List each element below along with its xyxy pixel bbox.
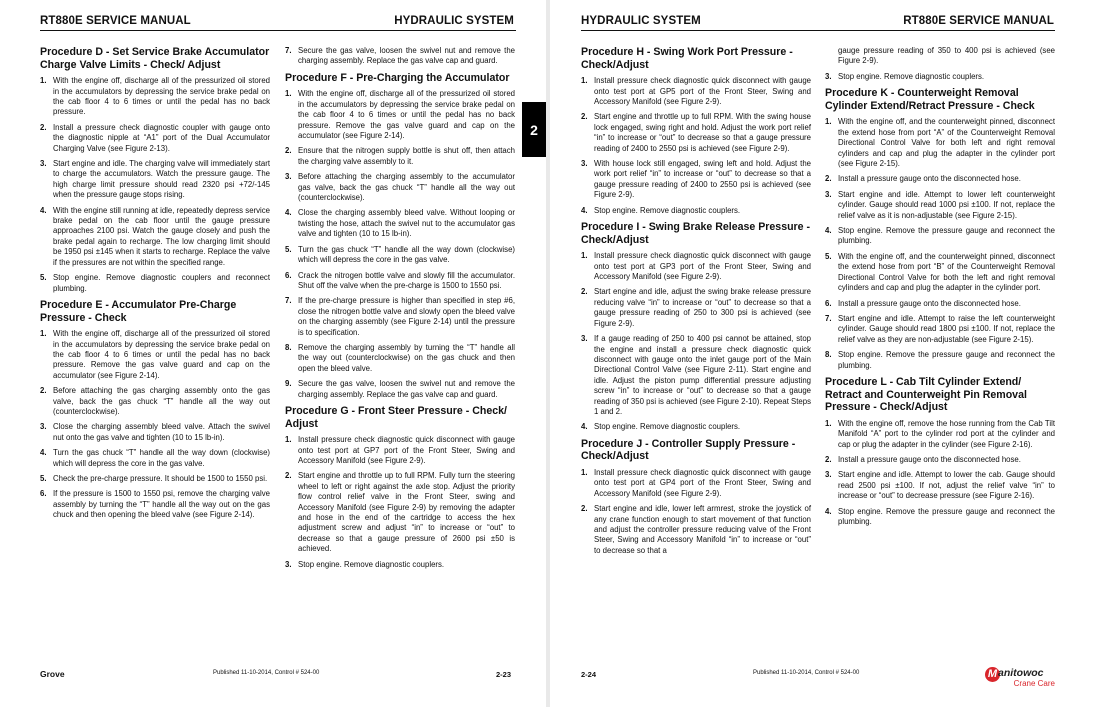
step-number: 1. bbox=[581, 76, 588, 86]
step-item bbox=[285, 435, 515, 466]
step-text: Install pressure check diagnostic quick disconnect with gauge onto test port at GP4 port of the Front Steer, Swing and Accessory Manifold (see Figure 2-9). bbox=[594, 467, 811, 498]
step-item bbox=[285, 172, 515, 203]
step-number: 4. bbox=[40, 448, 47, 458]
step-number: 3. bbox=[825, 71, 832, 81]
step-number: 3. bbox=[825, 189, 832, 199]
step-number: 1. bbox=[40, 329, 47, 339]
header-rule bbox=[581, 30, 1055, 31]
step-number: 7. bbox=[825, 313, 832, 323]
step-number: 1. bbox=[581, 251, 588, 261]
step-text: With the engine off, discharge all of the pressurized oil stored in the accumulators by depressing the service brake pedal on the cab floor 4 to 6 times or until the pedal has no back pressure. Remove the gas valve guard and cap on the accumulator (see Figure 2-14). bbox=[53, 329, 270, 380]
step-number: 6. bbox=[285, 270, 292, 280]
step-item bbox=[40, 448, 270, 469]
procedure-heading: Procedure K - Counterweight Removal Cylinder Extend/Retract Pressure - Check bbox=[825, 87, 1035, 112]
step-text: Ensure that the nitrogen supply bottle is shut off, then attach the charging valve assembly to it. bbox=[298, 146, 515, 166]
header-rule bbox=[40, 30, 516, 31]
step-item bbox=[581, 206, 811, 216]
step-text: Check the pre-charge pressure. It should be 1500 to 1550 psi. bbox=[53, 473, 268, 483]
step-text: Install a pressure check diagnostic coupler with gauge onto the diagnostic nipple at “A1” port of the Dual Accumulator Charging Valve (see Figure 2-13). bbox=[53, 122, 270, 153]
step-text: Before attaching the charging assembly to the accumulator gas valve, back the gas chuck “T” handle all the way out (counterclockwise). bbox=[298, 172, 515, 203]
column bbox=[825, 46, 1055, 532]
step-text: Install a pressure gauge onto the disconnected hose. bbox=[838, 454, 1021, 464]
column bbox=[581, 46, 811, 561]
step-number: 2. bbox=[581, 112, 588, 122]
step-item bbox=[581, 504, 811, 556]
step-text: With the engine off, and the counterweight pinned, disconnect the extend hose from port “A” of the Counterweight Removal Directional Control Valve for both left and right removal cylinders and cap and plug the adapter in the cylinder port (see Figure 2-15). bbox=[838, 117, 1055, 169]
step-number: 5. bbox=[40, 473, 47, 483]
step-text: Close the charging assembly bleed valve. Attach the swivel nut onto the gas valve and tighten (10 to 15 lb-in). bbox=[53, 422, 270, 442]
step-text: Remove the charging assembly by turning the “T” handle all the way out (counterclockwise) on the gas chuck and then open the bleed valve. bbox=[298, 342, 515, 373]
chapter-tab: 2 bbox=[522, 102, 546, 157]
step-text: Close the charging assembly bleed valve. Without looping or twisting the hose, attach the swivel nut to the accumulator gas valve and tighten (10 to 15 lb-in). bbox=[298, 208, 515, 239]
logo-mark-icon: M bbox=[985, 667, 1000, 682]
procedure-heading: Procedure L - Cab Tilt Cylinder Extend/ Retract and Counterweight Pin Removal Pressure - Check/Adjust bbox=[825, 375, 1027, 414]
step-text: Start engine and idle, lower left armrest, stroke the joystick of any crane function enough to start movement of that function and adjust the controller pressure reducing valve of the Front Steer, Swing and Accessory Manifold “in” to increase or “out” to decrease so that a bbox=[594, 504, 811, 555]
step-text: Install pressure check diagnostic quick disconnect with gauge onto test port at GP3 port of the Front Steer, Swing and Accessory Manifold (see Figure 2-9). bbox=[594, 251, 811, 282]
step-item bbox=[825, 455, 1055, 465]
step-text: Stop engine. Remove diagnostic couplers and reconnect plumbing. bbox=[53, 273, 270, 293]
step-item bbox=[581, 422, 811, 432]
step-number: 2. bbox=[825, 454, 832, 464]
step-item bbox=[825, 226, 1055, 247]
step-text: Before attaching the gas charging assembly onto the gas valve, back the gas chuck “T” handle all the way out (counterclockwise). bbox=[53, 386, 270, 416]
step-text: Start engine and idle, adjust the swing brake release pressure reducing valve “in” to increase or “out” to decrease so that a gauge pressure reading of 250 to 300 psi is achieved (see Figure 2-9). bbox=[594, 287, 811, 328]
step-item bbox=[825, 174, 1055, 184]
step-item bbox=[40, 123, 270, 154]
step-text: Start engine and idle. The charging valve will immediately start to charge the accumulators. Watch the pressure gauge. The high charge limit pressure should read 2320 psi +72/-145 when the pressure gauge stops rising. bbox=[53, 159, 270, 200]
step-item bbox=[581, 251, 811, 282]
step-text: Install pressure check diagnostic quick disconnect with gauge onto test port at GP7 port of the Front Steer, Swing and Accessory Manifold (see Figure 2-9). bbox=[298, 435, 515, 465]
step-item bbox=[40, 489, 270, 520]
page-right bbox=[550, 0, 1100, 707]
step-text: Start engine and throttle up to full RPM. With the swing house lock engaged, swing right and hold. Adjust the work port relief “in” to increase or “out” to decrease so that a gauge pressure reading of 2400 to 2550 psi is achieved (see Figure 2-9). bbox=[594, 112, 811, 153]
step-number: 2. bbox=[825, 174, 832, 184]
step-text: If the pre-charge pressure is higher than specified in step #6, close the nitrogen bottle valve and slowly open the bleed valve on the charging assembly (see Figure 2-14) until the pressure is to specification. bbox=[298, 296, 515, 337]
step-continuation: gauge pressure reading of 350 to 400 psi is achieved (see Figure 2-9). bbox=[838, 46, 1055, 66]
step-item bbox=[581, 76, 811, 107]
step-item bbox=[581, 468, 811, 499]
step-item bbox=[285, 146, 515, 167]
procedure-heading: Procedure F - Pre-Charging the Accumulator bbox=[285, 71, 510, 84]
step-item bbox=[825, 72, 1055, 82]
step-number: 3. bbox=[285, 559, 292, 569]
footer-page-number: 2-24 bbox=[581, 670, 597, 679]
logo-subtext: Crane Care bbox=[1013, 679, 1055, 688]
step-number: 1. bbox=[285, 435, 292, 445]
step-number: 1. bbox=[825, 117, 832, 127]
step-number: 1. bbox=[40, 76, 47, 86]
step-item bbox=[581, 287, 811, 329]
step-item bbox=[825, 299, 1055, 309]
step-item bbox=[825, 190, 1055, 221]
step-item bbox=[825, 470, 1055, 501]
step-number: 5. bbox=[825, 251, 832, 261]
column bbox=[40, 46, 270, 526]
procedure-heading: Procedure D - Set Service Brake Accumulator Charge Valve Limits - Check/ Adjust bbox=[40, 46, 270, 71]
step-text: Secure the gas valve, loosen the swivel nut and remove the charging assembly. Replace the gas valve cap and guard. bbox=[298, 379, 515, 399]
step-item bbox=[285, 89, 515, 141]
step-text: Stop engine. Remove the pressure gauge and reconnect the plumbing. bbox=[838, 506, 1055, 526]
step-number: 6. bbox=[825, 298, 832, 308]
step-number: 2. bbox=[40, 122, 47, 132]
step-text: With the engine off, and the counterweight pinned, disconnect the extend hose from port “B” of the Counterweight Removal Directional Control Valve for both the left and right removal cylinders and cap and plug the adapter in the cylinder port. bbox=[838, 251, 1055, 293]
step-number: 3. bbox=[40, 422, 47, 432]
procedure-heading: Procedure E - Accumulator Pre-Charge Pressure - Check bbox=[40, 298, 237, 324]
step-item bbox=[285, 271, 515, 292]
step-item bbox=[581, 112, 811, 154]
step-text: Secure the gas valve, loosen the swivel nut and remove the charging assembly. Replace the gas valve cap and guard. bbox=[298, 46, 515, 66]
step-number: 3. bbox=[825, 470, 832, 480]
footer-published: Published 11-10-2014, Control # 524-00 bbox=[213, 670, 320, 676]
step-item bbox=[825, 350, 1055, 371]
step-text: Turn the gas chuck “T” handle all the way down (clockwise) which will depress the core in the gas valve. bbox=[298, 244, 515, 265]
step-item bbox=[40, 474, 270, 484]
step-item bbox=[825, 507, 1055, 528]
step-number: 3. bbox=[40, 159, 47, 169]
step-text: Turn the gas chuck “T” handle all the way down (clockwise) which will depress the core in the gas valve. bbox=[53, 448, 270, 468]
step-text: Install a pressure gauge onto the disconnected hose. bbox=[838, 174, 1021, 184]
step-text: Stop engine. Remove diagnostic couplers. bbox=[594, 205, 741, 215]
step-item bbox=[40, 329, 270, 381]
step-text: Stop engine. Remove the pressure gauge and reconnect the plumbing. bbox=[838, 226, 1055, 246]
step-number: 4. bbox=[40, 205, 47, 215]
step-item bbox=[285, 245, 515, 266]
step-number: 5. bbox=[40, 273, 47, 283]
step-text: Stop engine. Remove diagnostic couplers. bbox=[594, 422, 741, 432]
step-text: Install pressure check diagnostic quick disconnect with gauge onto test port at GP5 port of the Front Steer, Swing and Accessory Manifold (see Figure 2-9). bbox=[594, 76, 811, 106]
step-item bbox=[825, 419, 1055, 450]
step-number: 5. bbox=[285, 244, 292, 254]
step-number: 2. bbox=[40, 386, 47, 396]
step-item bbox=[40, 422, 270, 443]
step-text: Start engine and throttle up to full RPM. Fully turn the steering wheel to left or right against the axle stop. Adjust the priority flow control relief valve in the Front Steer, swing and Accessory Manifold (see Figure 2-9) by removing the adapter and hose in the end of the cartridge to access the hex adjustment screw and adjust “in” to increase or “out” to decrease so that a gauge pressure of 2600 psi ±50 is achieved. bbox=[298, 471, 515, 554]
step-item bbox=[825, 314, 1055, 345]
step-number: 4. bbox=[581, 422, 588, 432]
step-number: 7. bbox=[285, 296, 292, 306]
step-number: 1. bbox=[581, 467, 588, 477]
step-item bbox=[285, 296, 515, 338]
step-text: With house lock still engaged, swing left and hold. Adjust the work port relief “in” to increase or “out” to decrease so that a gauge pressure reading of 2400 to 2550 psi is achieved (see Figure 2-9). bbox=[594, 159, 811, 200]
procedure-heading: Procedure I - Swing Brake Release Pressure - Check/Adjust bbox=[581, 221, 811, 246]
header-section-title: HYDRAULIC SYSTEM bbox=[394, 15, 514, 27]
step-text: Stop engine. Remove the pressure gauge and reconnect the plumbing. bbox=[838, 350, 1055, 370]
step-text: Start engine and idle. Attempt to lower left counterweight cylinder. Gauge should read 1000 psi ±100. If not, replace the relief valve as it is non-adjustable (see Figure 2-15). bbox=[838, 189, 1055, 220]
footer-published: Published 11-10-2014, Control # 524-00 bbox=[753, 670, 860, 676]
step-text: Install a pressure gauge onto the disconnected hose. bbox=[838, 298, 1021, 308]
step-number: 7. bbox=[285, 46, 292, 55]
step-item bbox=[825, 117, 1055, 169]
step-item bbox=[285, 560, 515, 570]
step-number: 8. bbox=[825, 350, 832, 360]
page-left bbox=[0, 0, 546, 707]
step-text: With the engine off, remove the hose running from the Cab Tilt Manifold “A” port to the cylinder rod port at the cylinder and cap or plug the adapter in the cylinder (see Figure 2-16). bbox=[838, 418, 1055, 449]
procedure-heading: Procedure H - Swing Work Port Pressure - Check/Adjust bbox=[581, 46, 793, 71]
step-number: 2. bbox=[285, 146, 292, 156]
step-number: 3. bbox=[581, 159, 588, 169]
header-manual-title: RT880E SERVICE MANUAL bbox=[903, 15, 1054, 27]
step-number: 1. bbox=[285, 89, 292, 99]
step-number: 2. bbox=[581, 287, 588, 297]
logo-brand: anitowoc bbox=[998, 667, 1044, 679]
step-text: If a gauge reading of 250 to 400 psi cannot be attained, stop the engine and install a pressure check diagnostic quick disconnect with gauge onto the inlet gauge port of the Main Directional Control Valve (see Figure 2-11). Start engine and idle. Adjust the piston pump differential pressure adjusting screw “in” to increase or “out” to decrease so that a gauge reading of 350 psi is achieved (see Figure 2-10). Repeat Steps 1 and 2. bbox=[594, 334, 811, 416]
step-item bbox=[40, 206, 270, 268]
step-number: 9. bbox=[285, 379, 292, 389]
step-number: 4. bbox=[825, 506, 832, 516]
step-item bbox=[285, 208, 515, 239]
step-number: 3. bbox=[285, 172, 292, 182]
step-item bbox=[285, 471, 515, 554]
procedure-heading: Procedure G - Front Steer Pressure - Check/ Adjust bbox=[285, 404, 507, 430]
header-manual-title: RT880E SERVICE MANUAL bbox=[40, 15, 191, 27]
step-item bbox=[581, 334, 811, 417]
step-item bbox=[285, 46, 515, 67]
step-text: Stop engine. Remove diagnostic couplers. bbox=[838, 71, 985, 81]
column bbox=[285, 46, 515, 575]
step-text: If the pressure is 1500 to 1550 psi, remove the charging valve assembly by turning the “T” handle all the way out on the gas chuck and then opening the bleed valve (see Figure 2-14). bbox=[53, 489, 270, 520]
footer-brand: Grove bbox=[40, 669, 65, 679]
step-text: With the engine still running at idle, repeatedly depress service brake pedal on the cab floor until the gauge pressure approaches 2100 psi. Watch the gauge closely and push the brake pedal again to recharge. The low charging limit should be 1950 psi ±145 when it starts to recharge. Replace the valve if the pressures are not within the specified range. bbox=[53, 205, 270, 267]
step-text: With the engine off, discharge all of the pressurized oil stored in the accumulators by depressing the service brake pedal on the cab floor 4 to 6 times or until the pedal has no back pressure. bbox=[53, 76, 270, 117]
step-number: 8. bbox=[285, 342, 292, 352]
step-number: 4. bbox=[825, 226, 832, 236]
manitowoc-logo bbox=[985, 667, 1055, 689]
step-text: Start engine and idle. Attempt to raise the left counterweight cylinder. Gauge should read 1800 psi ±100. If not, replace the relief valve as they are non-adjustable (see Figure 2-15). bbox=[838, 313, 1055, 344]
step-item bbox=[40, 159, 270, 201]
step-item bbox=[581, 159, 811, 201]
step-item bbox=[825, 252, 1055, 294]
step-text: With the engine off, discharge all of the pressurized oil stored in the accumulators by depressing the service brake pedal on the cab floor 4 to 6 times or until the pedal has no back pressure. Remove the gas valve guard and cap on the accumulator (see Figure 2-14). bbox=[298, 89, 515, 141]
step-number: 4. bbox=[285, 208, 292, 218]
step-number: 2. bbox=[285, 471, 292, 481]
step-number: 3. bbox=[581, 334, 588, 344]
step-number: 6. bbox=[40, 489, 47, 499]
footer-page-number: 2-23 bbox=[496, 670, 512, 679]
step-text: Start engine and idle. Attempt to lower the cab. Gauge should read 2500 psi ±100. If not, adjust the relief valve “in” to increase or “out” to decrease pressure (see Figure 2-16). bbox=[838, 470, 1055, 501]
step-number: 2. bbox=[581, 504, 588, 514]
step-number: 4. bbox=[581, 205, 588, 215]
step-text: Stop engine. Remove diagnostic couplers. bbox=[298, 559, 445, 569]
step-text: Crack the nitrogen bottle valve and slowly fill the accumulator. Shut off the valve when the pre-charge is 1500 to 1550 psi. bbox=[298, 270, 515, 290]
step-item bbox=[285, 343, 515, 374]
step-item bbox=[285, 379, 515, 400]
header-section-title: HYDRAULIC SYSTEM bbox=[581, 15, 701, 27]
procedure-heading: Procedure J - Controller Supply Pressure - Check/Adjust bbox=[581, 437, 796, 463]
step-item bbox=[40, 76, 270, 118]
step-item bbox=[40, 273, 270, 294]
step-item bbox=[40, 386, 270, 417]
step-number: 1. bbox=[825, 418, 832, 428]
